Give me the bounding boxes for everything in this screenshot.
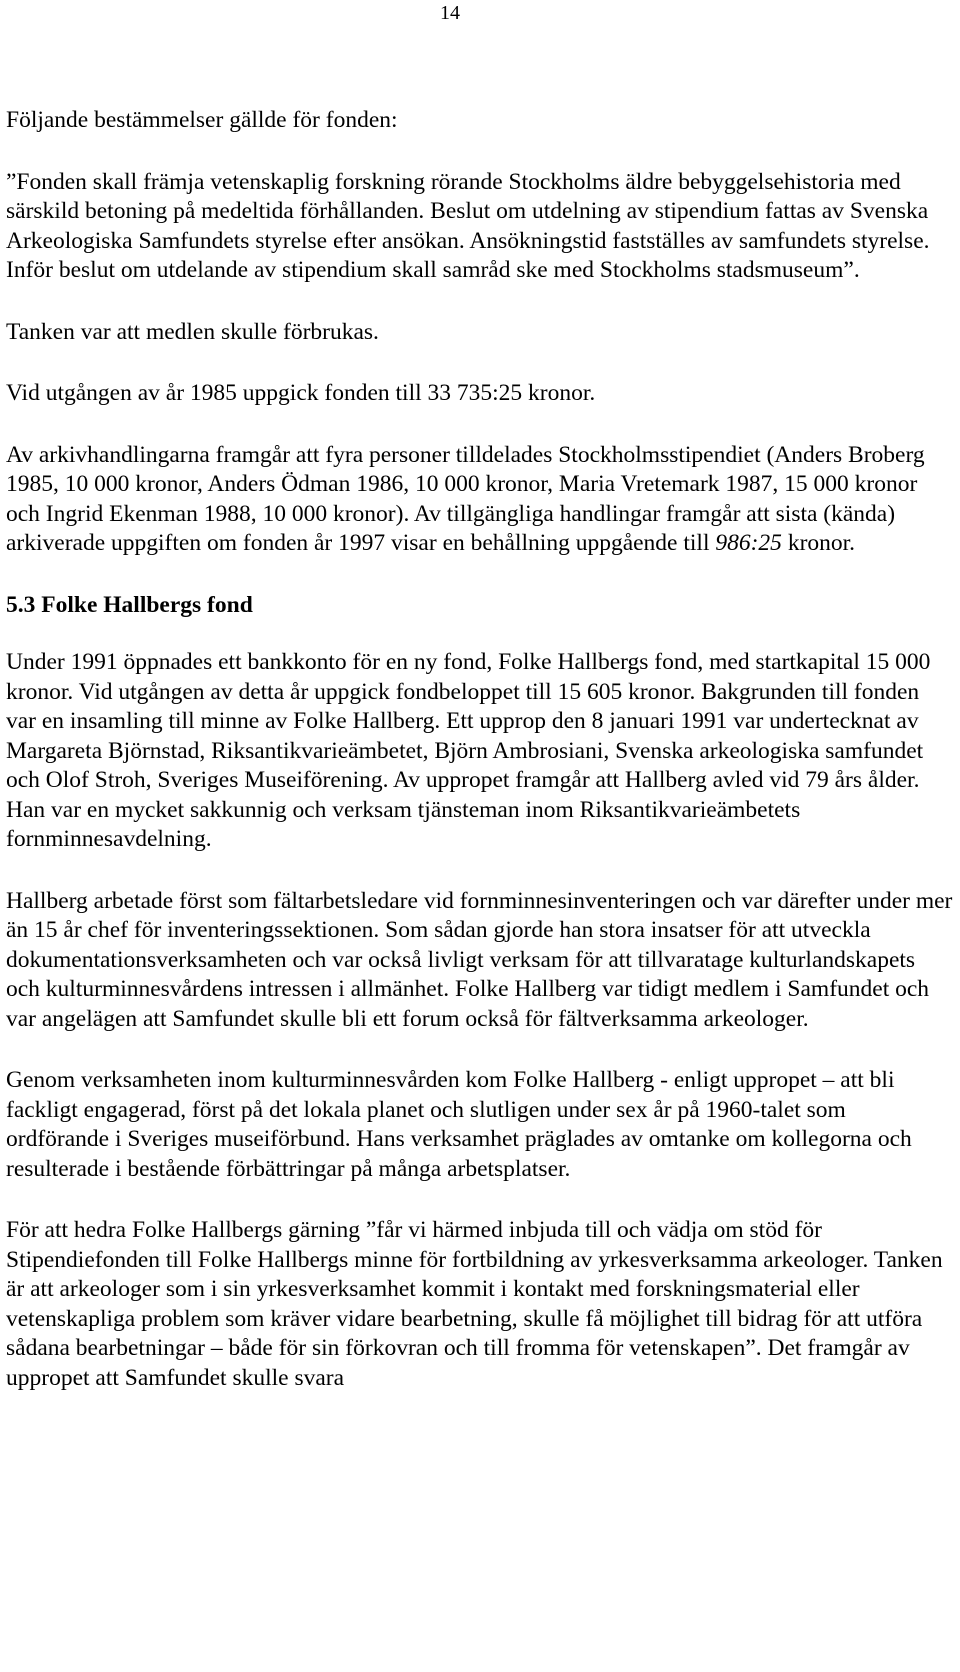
paragraph-for-att-hedra: För att hedra Folke Hallbergs gärning ”får vi härmed inbjuda till och vädja om stöd för Stipendiefonden till Folke Hallbergs minne för fortbildning av yrkesverksamma arkeologer. Tanken är att arkeologer som i sin yrkesverksamhet kommit i kontakt med forskningsmaterial eller vetenskapliga problem som kräver vidare bearbetning, skulle få möjlighet till bidrag för att utföra sådana bearbetningar – både för sin förkovran och till fromma för vetenskapen”. Det framgår av uppropet att Samfundet skulle svara — [6, 1217, 943, 1391]
paragraph-tanken: Tanken var att medlen skulle förbrukas. — [6, 318, 379, 345]
intro-paragraph: Följande bestämmelser gällde för fonden: — [6, 107, 398, 133]
paragraph-vid-utgangen: Vid utgången av år 1985 uppgick fonden till 33 735:25 kronor. — [6, 380, 596, 406]
paragraph-arkiv-amount: 986:25 — [715, 530, 782, 556]
paragraph-arkiv-text: Av arkivhandlingarna framgår att fyra personer tilldelades Stockholmsstipendiet (Anders Broberg 1985, 10 000 kronor, Anders Ödman 1986, 10 000 kronor, Maria Vretemark 1987, 15 000 kronor och Ingrid Ekenman 1988, 10 000 kronor). Av tillgängliga handlingar framgår att sista (kända) arkiverade uppgiften om fonden år 1997 visar en behållning uppgående till — [6, 441, 925, 556]
page-number: 14 — [440, 2, 460, 24]
paragraph-arkivhandlingarna — [6, 441, 954, 559]
paragraph-genom-verksamheten: Genom verksamheten inom kulturminnesvården kom Folke Hallberg - enligt uppropet – att bli fackligt engagerad, först på det lokala planet och slutligen under sex år på 1960-talet som ordförande i Sveriges museiförbund. Hans verksamhet präglades av omtanke om kollegorna och resulterade i bestående förbättringar på många arbetsplatser. — [6, 1067, 912, 1182]
section-number: 5.3 — [6, 591, 36, 618]
fund-rules-quote: ”Fonden skall främja vetenskaplig forskning rörande Stockholms äldre bebyggelsehistoria med särskild betoning på medeltida förhållanden. Beslut om utdelning av stipendium fattas av Svenska Arkeologiska Samfundets styrelse efter ansökan. Ansökningstid fastställes av samfundets styrelse. Inför beslut om utdelande av stipendium skall samråd ske med Stockholms stadsmuseum”. — [6, 168, 930, 283]
paragraph-arkiv-tail: kronor. — [781, 530, 856, 556]
paragraph-under-1991: Under 1991 öppnades ett bankkonto för en ny fond, Folke Hallbergs fond, med startkapital 15 000 kronor. Vid utgången av detta år uppgick fondbeloppet till 15 605 kronor. Bakgrunden till fonden var en insamling till minne av Folke Hallberg. Ett upprop den 8 januari 1991 var undertecknat av Margareta Björnstad, Riksantikvarieämbetet, Björn Ambrosiani, Svenska arkeologiska samfundet och Olof Stroh, Sveriges Museiförening. Av uppropet framgår att Hallberg avled vid 79 års ålder. Han var en mycket sakkunnig och verksam tjänsteman inom Riksantikvarieämbetets fornminnesavdelning. — [6, 649, 931, 852]
section-title: Folke Hallbergs fond — [41, 591, 253, 618]
page-content — [6, 106, 954, 1393]
section-heading — [6, 591, 954, 621]
paragraph-hallberg-arbetade: Hallberg arbetade först som fältarbetsledare vid fornminnesinventeringen och var därefter under mer än 15 år chef för inventeringssektionen. Som sådan gjorde han stora insatser för att utveckla dokumentationsverksamheten och var också livligt verksam för att tillvaratage kulturlandskapets och kulturminnesvårdens intressen i allmänhet. Folke Hallberg var tidigt medlem i Samfundet och var angelägen att Samfundet skulle bli ett forum också för fältverksamma arkeologer. — [6, 887, 953, 1032]
